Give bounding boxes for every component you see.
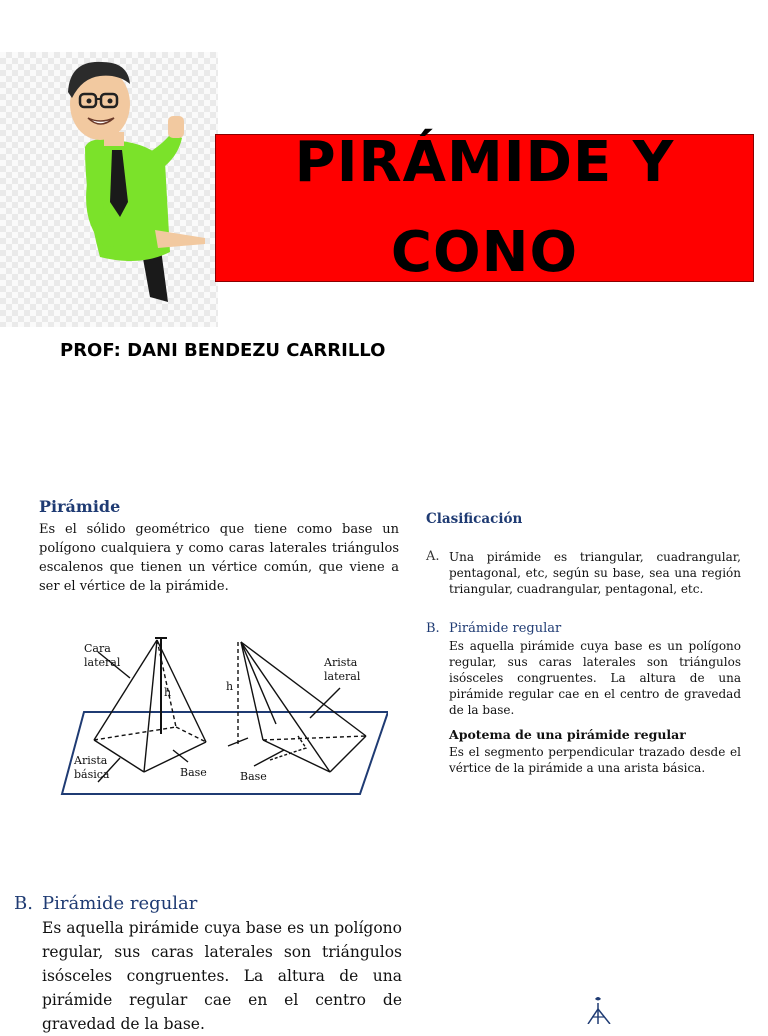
item-b-text: Es aquella pirámide cuya base es un polígono regular, sus caras laterales son triángulos isósceles congruentes. La altura de una pirámide regular cae en el centro de gravedad de la base.: [449, 639, 741, 717]
pyramid-diagram: [58, 632, 388, 806]
item-b-letter: B.: [426, 621, 440, 636]
label-base-right: Base: [240, 770, 267, 783]
item-a-letter: A.: [426, 549, 440, 564]
label-h-left: h: [164, 686, 172, 699]
section-definition: Es el sólido geométrico que tiene como base un polígono cualquiera y como caras laterales triángulos escalenos que tienen un vértice común, que viene a ser el vértice de la pirámide.: [39, 522, 399, 594]
apotema-text: Es el segmento perpendicular trazado desde el vértice de la pirámide a una arista básica.: [449, 745, 741, 775]
label-h-right: h: [226, 680, 234, 693]
author-line: PROF: DANI BENDEZU CARRILLO: [60, 340, 386, 361]
classification-heading: Clasificación: [426, 511, 523, 527]
label-arista-basica-2: básica: [74, 768, 110, 781]
bottom-heading: Pirámide regular: [42, 893, 198, 914]
teacher-cartoon-image: [0, 52, 218, 327]
page-title: PIRÁMIDE Y CONO: [294, 130, 675, 285]
label-arista-basica-1: Arista: [74, 754, 108, 767]
pyramid-diagram-figure: [58, 632, 388, 802]
bottom-letter: B.: [14, 893, 33, 914]
label-arista-lateral-1: Arista: [324, 656, 358, 669]
item-a-text: Una pirámide es triangular, cuadrangular, pentagonal, etc, según su base, sea una región triangular, cuadrangular, pentagonal, etc.: [449, 550, 741, 596]
apotema-heading: Apotema de una pirámide regular: [449, 727, 686, 742]
cone-top-icon: [586, 995, 616, 1024]
bottom-text: Es aquella pirámide cuya base es un polígono regular, sus caras laterales son triángulos isósceles congruentes. La altura de una pirámide regular cae en el centro de gravedad de la base.: [42, 919, 402, 1033]
section-heading: Pirámide: [39, 497, 121, 516]
label-arista-lateral-2: lateral: [324, 670, 361, 683]
title-banner: [215, 130, 754, 285]
label-cara: Cara: [84, 642, 111, 655]
item-b-heading: Pirámide regular: [449, 621, 562, 636]
bottom-figure-fragment: [586, 995, 616, 1028]
label-lateral: lateral: [84, 656, 121, 669]
label-base-left: Base: [180, 766, 207, 779]
teacher-illustration: [0, 52, 218, 327]
